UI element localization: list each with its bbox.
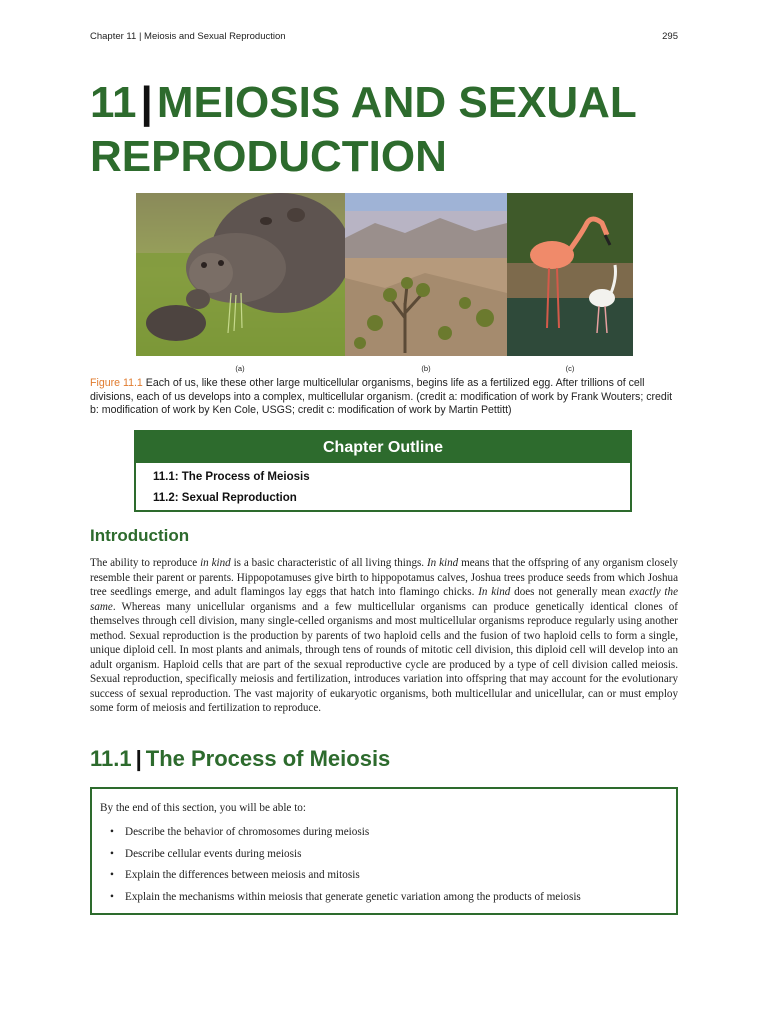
chapter-outline-box (134, 430, 632, 512)
intro-text-run: The ability to reproduce (90, 557, 201, 569)
figure-number: Figure 11.1 (90, 377, 143, 389)
page-number: 295 (662, 31, 678, 42)
running-header-title: Chapter 11 | Meiosis and Sexual Reproduction (90, 31, 286, 42)
outline-item-11-1[interactable]: 11.1: The Process of Meiosis (153, 471, 310, 483)
objective-item: • Describe cellular events during meiosis (108, 844, 581, 866)
running-header (90, 31, 678, 42)
introduction-heading: Introduction (90, 526, 190, 545)
intro-italic-run: In kind (426, 557, 459, 569)
intro-text-run: . Whereas many unicellular organisms and a few multicellular organisms can produce genetically identical clones of themselves through cell division, many single-celled organisms and most multicellular organisms reproduce regularly using another method. Sexual reproduction is the production by parents of two haploid cells and the fusion of two haploid cells to form a single, unique diploid cell. In most plants and animals, through tens of rounds of mitotic cell division, this diploid cell will develop into an adult organism. Haploid cells that are part of the sexual reproductive cycle are produced by a type of cell division called meiosis. Sexual reproduction, specifically meiosis and fertilization, introduces variation into offspring that may account for the evolutionary success of sexual reproduction. The vast majority of eukaryotic organisms, both multicellular and unicellular, can or must employ some form of meiosis and fertilization to reproduce. (90, 600, 678, 714)
chapter-figure (136, 193, 633, 356)
section-separator: | (135, 746, 142, 771)
panel-label-b: (b) (421, 364, 431, 373)
section-number: 11.1 (90, 746, 132, 771)
intro-italic-run: In kind (478, 586, 511, 598)
intro-italic-run: exactly the same (90, 586, 678, 613)
joshua-tree-photo (345, 193, 507, 356)
objectives-list (108, 822, 581, 908)
section-title: The Process of Meiosis (145, 746, 391, 771)
objective-item: • Explain the mechanisms within meiosis that generate genetic variation among the products of meiosis (108, 887, 581, 909)
flamingo-photo (507, 193, 633, 356)
objective-item: • Explain the differences between meiosis and mitosis (108, 865, 581, 887)
objective-item: • Describe the behavior of chromosomes during meiosis (108, 822, 581, 844)
intro-italic-run: in kind (200, 557, 231, 569)
chapter-outline-heading: Chapter Outline (136, 432, 630, 463)
panel-label-a: (a) (235, 364, 245, 373)
chapter-title (90, 76, 710, 184)
section-heading (90, 746, 390, 772)
chapter-number: 11 (90, 78, 137, 127)
intro-text-run: does not generally mean (510, 586, 630, 598)
intro-text-run: means that the offspring of any organism closely resemble their parent or parents. Hippopotamuses give birth to hippopotamus calves, Joshua trees produce seeds from which Joshua tree seedlings emerge, and adult flamingos lay eggs that hatch into flamingo chicks. (90, 557, 678, 598)
figure-caption (90, 377, 680, 418)
chapter-separator: | (140, 78, 153, 127)
panel-label-c: (c) (565, 364, 575, 373)
objectives-intro: By the end of this section, you will be able to: (100, 802, 307, 814)
chapter-title-text: MEIOSIS AND SEXUAL REPRODUCTION (90, 78, 637, 181)
intro-text-run: is a basic characteristic of all living things. (230, 557, 427, 569)
figure-caption-text: Each of us, like these other large multicellular organisms, begins life as a fertilized egg. After trillions of cell divisions, each of us develops into a complex, multicellular organism. (credit a: modification of work by Frank Wouters; credit b: modification of work by Ken Cole, USGS; credit c: modification of work by Martin Pettitt) (90, 377, 673, 416)
outline-item-11-2[interactable]: 11.2: Sexual Reproduction (153, 492, 297, 504)
hippopotamus-photo (136, 193, 345, 356)
learning-objectives-box (90, 787, 678, 915)
introduction-paragraph (90, 556, 678, 716)
